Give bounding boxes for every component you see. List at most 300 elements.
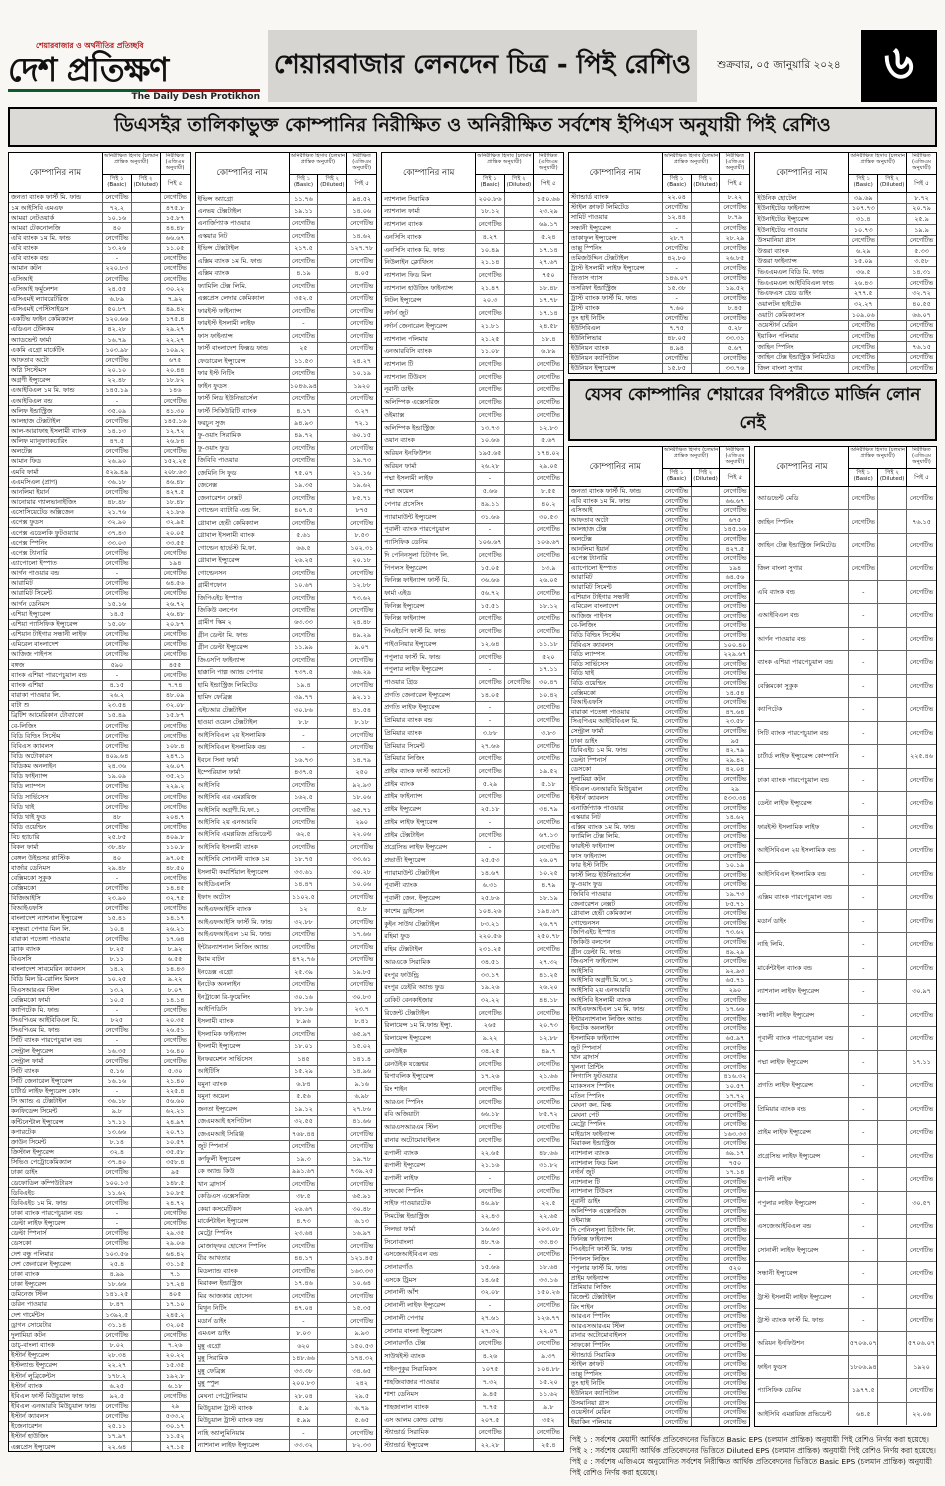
pe1-cell: ১১০২.৫ — [290, 891, 319, 902]
pe2-cell — [318, 355, 347, 366]
pe2-cell — [692, 593, 721, 602]
table-row — [9, 933, 190, 943]
pe5-cell: ৪.০৫ — [354, 269, 369, 278]
pe1-cell: নেগেটিভ — [476, 676, 505, 688]
company-name-cell: খান ব্রাদার্স — [196, 1178, 290, 1189]
table-row — [196, 304, 377, 316]
pe1-cell: ২২০.৫৬ — [476, 931, 505, 943]
pe1-cell: নেগেটিভ — [476, 269, 505, 281]
pe1-cell: নেগেটিভ — [663, 1101, 692, 1110]
company-name-cell: এশিয়ান টাইগার সন্ধানী লাইফ — [9, 630, 103, 639]
pe-subheaders — [663, 469, 720, 486]
table-row — [569, 678, 750, 688]
pe2-cell — [132, 325, 161, 334]
table-row — [382, 866, 563, 879]
pe1-cell: ১৮.১২ — [476, 206, 505, 218]
pe5-cell: ৯২.৯৩ — [725, 966, 745, 975]
table-row — [9, 426, 190, 436]
company-name-cell: বিআইএফসি — [9, 904, 103, 913]
pe5-cell: নেগেটিভ — [909, 321, 934, 330]
pe2-cell — [692, 823, 721, 832]
pe1-cell: নেগেটিভ — [663, 832, 692, 841]
pe5-cell: নেগেটিভ — [536, 754, 560, 763]
table-row — [569, 745, 750, 755]
pe5-cell: ১০.৫৭ — [725, 1081, 745, 1090]
pe5-cell: নেগেটিভ — [536, 627, 560, 636]
pe5-cell: নেগেটিভ — [723, 1053, 747, 1062]
pe2-cell — [505, 804, 534, 816]
pe5-cell: নেগেটিভ — [163, 670, 187, 679]
pe5-cell: নেগেটিভ — [723, 698, 747, 707]
table-row — [196, 1065, 377, 1077]
company-name-cell: সিভিও পেট্রোকেমিক্যাল — [9, 1158, 103, 1167]
pe2-cell — [318, 1215, 347, 1226]
masthead-english: The Daily Desh Protikhon — [131, 92, 260, 102]
pe1-cell: ৬৬.৫ — [290, 542, 319, 553]
pe2-cell — [692, 294, 721, 303]
pe5-cell: নেগেটিভ — [536, 1339, 560, 1348]
table-row — [9, 1065, 190, 1075]
table-row — [9, 812, 190, 822]
pe5-cell: ৯.৩৭ — [541, 1352, 556, 1361]
pe1-cell: নেগেটিভ — [663, 784, 692, 793]
pe5-header: পিই ৫ — [354, 180, 370, 187]
pe2-cell — [878, 1285, 907, 1307]
pe1-header: পিই ১ (Basic) — [849, 469, 878, 486]
table-row — [196, 541, 377, 553]
table-row — [196, 1190, 377, 1202]
company-name-cell: আমরা টেকনোলজি — [9, 223, 103, 232]
pe1-cell: ২২.৬৪ — [103, 1442, 132, 1451]
pe5-cell: ৯.৯৩ — [354, 1329, 369, 1338]
company-name-cell: বার্জার ডেনিমস — [9, 863, 103, 872]
company-name-cell: প্রগতি লাইফ ইন্স্যুরেন্স — [755, 1074, 849, 1096]
pe2-cell — [318, 1278, 347, 1289]
table-header-row — [755, 447, 936, 487]
pe2-cell — [318, 642, 347, 653]
pe1-cell: ১০৭৫ — [476, 1363, 505, 1375]
table-row — [382, 1273, 563, 1286]
pe5-cell: ২০.৭৩ — [538, 1021, 558, 1030]
pe5-cell: নেগেটিভ — [163, 731, 187, 740]
pe-table-column-4 — [568, 152, 751, 374]
pe5-cell: নেগেটিভ — [723, 851, 747, 860]
pe5-cell: নেগেটিভ — [723, 1388, 747, 1397]
unaudited-label: অনিরীক্ষিত হিসাব (চলমান প্রান্তিক অনুযায়ী) — [290, 153, 347, 175]
table-row — [196, 1364, 377, 1376]
company-name-cell: জিপিএইচ ইস্পাত — [569, 928, 663, 937]
pe2-cell — [692, 1255, 721, 1264]
pe1-cell: নেগেটিভ — [476, 791, 505, 803]
pe2-cell — [692, 233, 721, 242]
company-name-cell: ইয়াকিন পলিমার — [755, 331, 849, 341]
pe1-cell: ১০০.১৩ — [103, 1178, 132, 1187]
company-name-cell: আমান ফিড — [9, 457, 103, 466]
table-row — [755, 1238, 936, 1261]
table-row — [196, 491, 377, 503]
company-name-cell: খুলনা প্রিন্টিং — [569, 1063, 663, 1072]
pe5-cell: নেগেটিভ — [536, 360, 560, 368]
pe1-cell: নেগেটিভ — [663, 717, 692, 726]
company-name-cell: ন্যাশনাল লাইফ ইন্স্যুরেন্স — [196, 1440, 290, 1451]
company-name-cell: কর্ণফুলী ইন্স্যুরেন্স — [196, 1153, 290, 1164]
pe5-cell: ২২.০৬ — [352, 830, 372, 839]
pe2-cell — [505, 562, 534, 574]
pe2-cell — [132, 203, 161, 212]
pe5-cell: নেগেটিভ — [723, 957, 747, 966]
pe5-cell: নেগেটিভ — [163, 569, 187, 578]
table-row — [196, 1389, 377, 1401]
table-row — [755, 235, 936, 246]
company-name-cell: কে অ্যান্ড কিউ — [196, 1166, 290, 1177]
pe2-cell — [505, 765, 534, 777]
pe2-cell — [692, 1283, 721, 1292]
pe2-cell — [692, 861, 721, 870]
pe2-cell — [505, 854, 534, 866]
company-name-cell: কনফিডেন্স সিমেন্ট — [9, 1107, 103, 1116]
pe2-cell — [505, 1338, 534, 1350]
pe2-cell — [318, 505, 347, 516]
pe2-cell — [505, 295, 534, 307]
pe5-cell: ১৯.৬২ — [352, 481, 372, 490]
pe5-cell: নেগেটিভ — [723, 832, 747, 841]
pe1-cell: নেগেটিভ — [663, 1015, 692, 1024]
pe2-cell — [132, 802, 161, 811]
pe2-cell — [132, 975, 161, 984]
table-row — [382, 535, 563, 548]
company-name-cell: প্রাইম লাইফ ইন্স্যুরেন্স — [382, 816, 476, 828]
pe5-cell: ২১.১৬ — [352, 468, 372, 477]
company-name-header: কোম্পানির নাম — [196, 153, 290, 192]
table-row — [196, 1339, 377, 1351]
company-name-cell: আফতাব অটো — [569, 516, 663, 525]
pe5-header: পিই ৫ — [727, 474, 743, 481]
pe1-cell: ২৫ — [290, 343, 319, 354]
pe1-cell: ১০.৫ — [103, 995, 132, 1004]
pe2-cell — [878, 289, 907, 299]
pe5-cell: ৪৯.২৯ — [352, 630, 372, 639]
company-name-cell: প্রিমিয়ার ব্যাংক বন্ড — [755, 1098, 849, 1120]
pe2-cell — [505, 969, 534, 981]
pe1-cell: নেগেটিভ — [476, 1338, 505, 1350]
table-row — [196, 853, 377, 865]
company-name-cell: ইসলামী ব্যাংক — [196, 1016, 290, 1027]
pe2-cell — [692, 736, 721, 745]
table-row — [569, 193, 750, 202]
pe1-cell: ২৩১.২৫ — [476, 943, 505, 955]
pe2-cell — [692, 583, 721, 592]
pe2-cell — [505, 689, 534, 701]
table-row — [196, 890, 377, 902]
pe2-cell — [692, 1082, 721, 1091]
company-name-cell: বিডি সার্ভিসেস — [9, 792, 103, 801]
table-row — [382, 1349, 563, 1362]
table-row — [569, 659, 750, 669]
pe5-cell: নেগেটিভ — [163, 873, 187, 882]
pe2-cell — [505, 231, 534, 243]
company-name-cell: রিপাবলিক ইন্স্যুরেন্স — [382, 1071, 476, 1083]
pe5-cell: নেগেটিভ — [350, 256, 374, 265]
table-row — [382, 1031, 563, 1044]
pe1-cell: নেগেটিভ — [476, 358, 505, 370]
pe5-cell: ১৪.৬২ — [352, 231, 372, 240]
pe1-cell: - — [849, 1168, 878, 1190]
pe2-cell — [878, 581, 907, 603]
table-row — [196, 204, 377, 216]
company-name-cell: পপুলার লাইফ ইন্স্যুরেন্স — [382, 664, 476, 676]
company-name-cell: মুন্নু ফেব্রিক্স — [196, 1365, 290, 1376]
pe5-cell: নেগেটিভ — [536, 1123, 560, 1132]
company-name-cell: নূরানী ডাইং — [382, 384, 476, 396]
pe1-cell: নেগেটিভ — [663, 1043, 692, 1052]
company-name-cell: রিজেন্ট টেক্সটাইল — [569, 1293, 663, 1302]
unaudited-label: অনিরীক্ষিত হিসাব (চলমান প্রান্তিক অনুযায়ী) — [849, 153, 906, 175]
pe2-cell — [505, 829, 534, 841]
pe1-cell: নেগেটিভ — [476, 651, 505, 663]
pe1-cell: ১৯.৪ — [290, 679, 319, 690]
company-name-cell: ফেডারেল ইন্স্যুরেন্স — [196, 355, 290, 366]
pe2-cell — [692, 1130, 721, 1139]
pe1-cell: ১০৩.৯৮ — [103, 345, 132, 354]
pe1-cell: নেগেটিভ — [663, 1111, 692, 1120]
pe2-cell — [132, 1249, 161, 1258]
company-name-cell: ইজেনারেশন — [9, 1422, 103, 1431]
table-row — [569, 1206, 750, 1216]
pe-subheaders — [103, 175, 160, 192]
pe1-cell: - — [103, 1036, 132, 1045]
pe5-cell: নেগেটিভ — [909, 846, 934, 855]
table-row — [569, 793, 750, 803]
pe1-cell: ১৫.৬৬ — [476, 1261, 505, 1273]
pe1-cell: ১০.৪৯ — [476, 244, 505, 256]
pe5-cell: ১৪১.৪ — [352, 1054, 372, 1063]
table-row — [382, 675, 563, 688]
pe2-cell — [878, 1215, 907, 1237]
table-row — [196, 878, 377, 890]
table-row — [755, 580, 936, 603]
pe2-cell — [505, 575, 534, 587]
company-name-cell: জাহিন স্পিনিং — [755, 510, 849, 532]
pe2-cell — [878, 1309, 907, 1331]
table-row — [9, 923, 190, 933]
company-name-cell: ব্যাংক এশিয়া পারপেচুয়াল বন্ড — [755, 651, 849, 673]
pe5-cell: নেগেটিভ — [536, 1135, 560, 1144]
table-row — [382, 1362, 563, 1375]
company-name-cell: ওয়াটা কেমিক্যালস — [755, 310, 849, 320]
company-name-cell: বারাকা পাওয়ার লি. — [9, 691, 103, 700]
pe1-cell: ১০৬.৬৭ — [476, 536, 505, 548]
company-name-cell: সি অ্যান্ড এ টেক্সটাইল — [9, 1097, 103, 1106]
table-row — [9, 680, 190, 690]
pe2-cell — [878, 236, 907, 246]
pe1-cell: - — [476, 1300, 505, 1312]
company-name-cell: অরিয়ন ইনফিউশন — [382, 447, 476, 459]
table-row — [9, 639, 190, 649]
company-name-cell: আইসিবি — [569, 967, 663, 976]
pe5-cell: ১৪.৩১ — [912, 268, 931, 277]
page-title: শেয়ারবাজার লেনদেন চিত্র - পিই রেশিও — [268, 30, 697, 102]
table-row — [196, 1015, 377, 1027]
pe5-cell: ৩০.৪৭ — [538, 677, 558, 686]
pe2-cell — [505, 244, 534, 256]
table-row — [569, 1378, 750, 1388]
company-name-cell: মার্কেন্টাইল ব্যাংক বন্ড — [755, 957, 849, 979]
company-name-cell: ওইম্যাক্স — [569, 1216, 663, 1225]
pe2-cell — [692, 1111, 721, 1120]
table-row — [9, 1441, 190, 1451]
pe2-cell — [878, 267, 907, 277]
company-name-cell: রানার অটোমোবাইলস — [382, 1134, 476, 1146]
pe2-cell — [132, 437, 161, 446]
table-row — [755, 309, 936, 320]
pe5-cell: ২৪.৯৭ — [165, 1117, 185, 1126]
pe5-cell: ৪০৫ — [168, 1290, 182, 1299]
pe5-cell: ১৪.৫৪ — [725, 688, 745, 697]
pe1-cell: - — [849, 933, 878, 955]
company-name-cell: রেকিট বেনকাইজার — [382, 994, 476, 1006]
pe5-cell: নেগেটিভ — [536, 716, 560, 725]
pe5-cell: ৯৪.৫২ — [352, 194, 372, 203]
table-row — [382, 472, 563, 485]
table-row — [9, 872, 190, 882]
pe2-cell — [318, 1028, 347, 1039]
company-name-cell: স্ট্যান্ডার্ড ইন্স্যুরেন্স — [382, 1439, 476, 1451]
pe2-cell — [505, 486, 534, 498]
pe2-cell — [692, 602, 721, 611]
pe2-cell — [692, 813, 721, 822]
table-row — [569, 303, 750, 313]
company-name-cell: ফ্যামিলি টেক্স লিমি. — [196, 280, 290, 291]
table-row — [382, 803, 563, 816]
pe5-cell: নেগেটিভ — [536, 550, 560, 559]
pe5-cell: ৪৯.৭ — [541, 1046, 556, 1055]
pe2-cell — [505, 1211, 534, 1223]
pe5-cell: ১০২.৩১ — [350, 543, 374, 552]
pe1-cell: নেগেটিভ — [663, 1091, 692, 1100]
pe1-cell: - — [849, 957, 878, 979]
pe2-cell — [132, 467, 161, 476]
pe1-cell: নেগেটিভ — [476, 613, 505, 625]
pe2-cell — [132, 498, 161, 507]
company-name-cell: অলিফ ইন্ডাস্ট্রিজ — [9, 406, 103, 415]
company-name-cell: এআইবিএল বন্ড — [755, 604, 849, 626]
pe2-cell — [318, 293, 347, 304]
company-name-cell: পদ্মা অয়েল — [382, 486, 476, 498]
pe5-cell: নেগেটিভ — [909, 541, 934, 549]
pe2-cell — [132, 863, 161, 872]
table-row — [569, 333, 750, 343]
pe1-cell: নেগেটিভ — [663, 967, 692, 976]
pe1-cell: ২৮.৭ — [663, 233, 692, 242]
pe1-cell: নেগেটিভ — [663, 842, 692, 851]
pe1-cell: নেগেটিভ — [663, 1245, 692, 1254]
pe2-cell — [318, 368, 347, 379]
company-name-cell: মতিন স্পিনিং — [569, 1091, 663, 1100]
pe1-cell: নেগেটিভ — [103, 356, 132, 365]
table-row — [755, 352, 936, 363]
company-name-cell: গ্রামীণফোন — [196, 580, 290, 591]
table-row — [196, 653, 377, 665]
pe1-cell: নেগেটিভ — [663, 698, 692, 707]
company-name-cell: অ্যাডভেন্ট মেডি — [755, 487, 849, 509]
pe5-cell: নেগেটিভ — [723, 1350, 747, 1359]
pe1-cell: - — [849, 628, 878, 650]
pe5-cell: ৩২.৭৫ — [165, 894, 185, 903]
table-row — [196, 1077, 377, 1089]
table-row — [569, 563, 750, 573]
pe1-cell: - — [290, 318, 319, 329]
company-name-cell: ফার্স্ট লিড ইউনিভার্সেল — [196, 393, 290, 404]
company-name-header: কোম্পানির নাম — [755, 153, 849, 192]
pe1-cell: - — [849, 1145, 878, 1167]
pe1-cell: নেগেটিভ — [103, 741, 132, 750]
company-name-cell: ইবনে সিনা ফার্মা — [196, 754, 290, 765]
pe5-cell: ৩০.৯৭ — [912, 987, 931, 996]
pe5-cell: নেগেটিভ — [536, 1084, 560, 1093]
table-row — [196, 803, 377, 815]
pe2-cell — [505, 1325, 534, 1337]
company-name-cell: রূপালী লাইফ — [382, 1172, 476, 1184]
pe2-cell — [505, 257, 534, 269]
company-name-cell: ক্যাপিটেক মি. ফান্ড — [9, 1006, 103, 1015]
pe5-cell: নেগেটিভ — [350, 730, 374, 739]
table-row — [569, 947, 750, 957]
company-name-cell: এএমসিএল (প্রাণ) — [9, 477, 103, 486]
table-row — [9, 263, 190, 273]
pe2-cell — [692, 698, 721, 707]
company-name-cell: ইনডেক্স এগ্রো — [196, 966, 290, 977]
company-name-cell: এসোসিয়েটেড অক্সিজেন — [9, 508, 103, 517]
pe5-cell: নেগেটিভ — [909, 916, 934, 925]
company-name-cell: সিএপিএম মি. ফান্ড — [9, 1026, 103, 1035]
pe5-cell: ১০৯.২ — [165, 345, 185, 354]
pe1-cell: ১৮০৬.৯৪ — [849, 1356, 878, 1378]
table-row — [569, 1244, 750, 1254]
pe2-cell — [318, 742, 347, 753]
pe5-cell: নেগেটিভ — [909, 893, 934, 902]
company-name-cell: রিং শাইন — [382, 1083, 476, 1095]
pe1-cell: ৬.৮৪ — [290, 1078, 319, 1089]
pe5-cell: নেগেটিভ — [723, 1206, 747, 1215]
pe2-cell — [692, 314, 721, 323]
pe1-cell: - — [663, 294, 692, 303]
pe5-cell: ১১.০৫ — [165, 244, 185, 253]
company-name-cell: বিডি সার্ভিসেস — [569, 660, 663, 669]
pe5-cell: ৭৬.১৫ — [912, 342, 931, 351]
pe2-cell — [692, 1178, 721, 1187]
pe5-cell: নেগেটিভ — [350, 680, 374, 689]
pe5-cell: নেগেটিভ — [536, 614, 560, 623]
table-row — [9, 1187, 190, 1197]
pe2-cell — [505, 269, 534, 281]
company-name-cell: হাক্কানি পাল্প অ্যান্ড পেপার — [196, 667, 290, 678]
company-name-cell: জিল বাংলা সুগার — [755, 363, 849, 373]
masthead-title: দেশ প্রতিক্ষণ — [8, 50, 169, 90]
table-row — [196, 915, 377, 927]
pe5-cell: ২৮.২৯ — [725, 233, 745, 242]
pe2-cell — [132, 589, 161, 598]
pe2-cell — [692, 1168, 721, 1177]
pe1-cell: নেগেটিভ — [663, 1322, 692, 1331]
company-name-cell: জুট স্পিনার্স — [196, 1141, 290, 1152]
pe2-cell — [318, 480, 347, 491]
pe2-cell — [318, 1240, 347, 1251]
pe-subheaders — [476, 175, 533, 192]
pe1-cell: নেগেটিভ — [476, 1096, 505, 1108]
pe2-cell — [692, 1091, 721, 1100]
pe2-cell — [692, 1072, 721, 1081]
pe5-cell: নেগেটিভ — [350, 1241, 374, 1250]
